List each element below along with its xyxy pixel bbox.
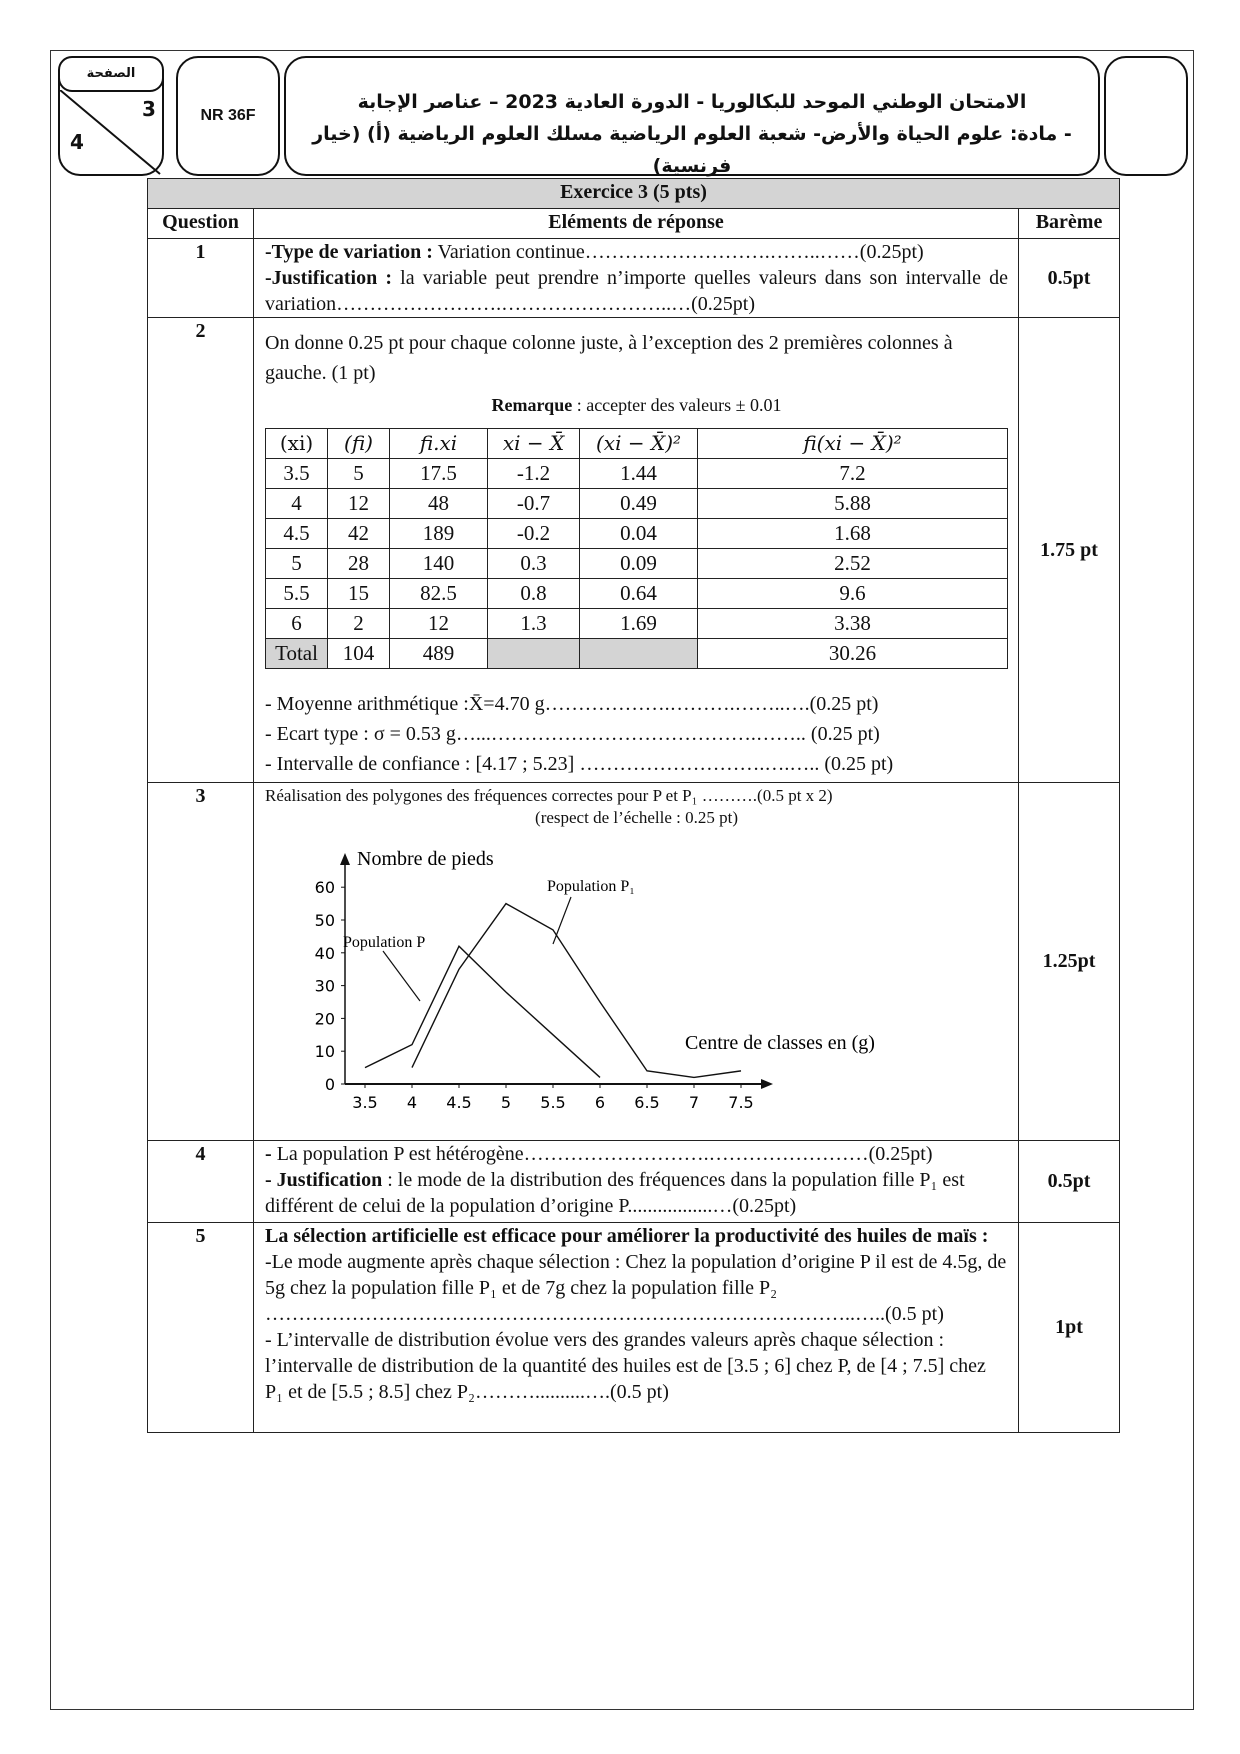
stats-cell: 7.2 xyxy=(698,459,1008,489)
stats-header-cell: (fi) xyxy=(328,429,390,459)
stats-cell: 0.8 xyxy=(488,579,580,609)
question-row-4 xyxy=(148,1141,1120,1223)
question-number: 1 xyxy=(148,239,254,318)
exam-title-box xyxy=(284,56,1100,176)
y-tick-label: 60 xyxy=(314,878,336,898)
col-elements: Eléments de réponse xyxy=(254,209,1019,239)
x-tick-label: 7.5 xyxy=(728,1093,754,1112)
y-tick-label: 40 xyxy=(314,943,336,963)
exam-title-line2: - مادة: علوم الحياة والأرض- شعبة العلوم الرياضية مسلك العلوم الرياضية (أ) (خيار فرنسية) xyxy=(312,123,1072,177)
stats-cell: 1.68 xyxy=(698,519,1008,549)
q4-line1: La population P est hétérogène……………………….……………………(0.25pt) xyxy=(271,1143,933,1165)
stats-table xyxy=(265,428,1008,669)
stats-cell: 0.3 xyxy=(488,549,580,579)
exam-code: NR 36F xyxy=(176,56,280,176)
q1-just-text: la variable peut prendre n’importe quelles valeurs dans son intervalle de variation…………………….……………………..…(0.25pt) xyxy=(265,267,1008,315)
stats-cell: 3.5 xyxy=(266,459,328,489)
question-number: 3 xyxy=(148,783,254,1141)
x-tick-label: 4 xyxy=(406,1093,418,1112)
stats-cell: 3.38 xyxy=(698,609,1008,639)
q5-para1: -Le mode augmente après chaque sélection : Chez la population d’origine P il est de 4.5g, de 5g chez la population fille P₁ et de 7g chez la population fille P₂ ……………………………………………………………………………..…..(0.5 pt) xyxy=(265,1251,1007,1325)
y-tick-label: 20 xyxy=(314,1009,336,1029)
q4-dash: - xyxy=(265,1143,272,1165)
population-p-leader xyxy=(383,951,420,1001)
stats-row xyxy=(266,579,1008,609)
x-tick-label: 7 xyxy=(688,1093,700,1112)
stats-total-row xyxy=(266,639,1008,669)
x-tick-label: 5.5 xyxy=(540,1093,566,1112)
blank-box xyxy=(1104,56,1188,176)
stats-cell: 6 xyxy=(266,609,328,639)
stats-cell: 0.09 xyxy=(580,549,698,579)
y-tick-label: 30 xyxy=(314,976,336,996)
stats-cell: 5 xyxy=(266,549,328,579)
stats-cell: 12 xyxy=(390,609,488,639)
q2-intro: On donne 0.25 pt pour chaque colonne juste, à l’exception des 2 premières colonnes à gauche. (1 pt) xyxy=(265,332,953,384)
stats-cell: 82.5 xyxy=(390,579,488,609)
q3-line2: (respect de l’échelle : 0.25 pt) xyxy=(535,808,738,827)
stats-header-cell: (xi) xyxy=(266,429,328,459)
stats-row xyxy=(266,489,1008,519)
exercise-title: Exercice 3 (5 pts) xyxy=(148,179,1120,209)
question-number: 5 xyxy=(148,1223,254,1433)
q1-type-label: -Type de variation : xyxy=(265,241,433,263)
q4-content xyxy=(254,1141,1019,1223)
population-p-line xyxy=(365,946,600,1077)
stats-cell: 5 xyxy=(328,459,390,489)
stats-cell: 5.88 xyxy=(698,489,1008,519)
q2-ecart: - Ecart type : σ = 0.53 g…...………………………………….…….. (0.25 pt) xyxy=(265,723,880,745)
x-tick-label: 4.5 xyxy=(446,1093,472,1112)
stats-row xyxy=(266,459,1008,489)
y-tick-label: 10 xyxy=(314,1042,336,1062)
stats-total-cell xyxy=(488,639,580,669)
stats-cell: -1.2 xyxy=(488,459,580,489)
stats-cell: 5.5 xyxy=(266,579,328,609)
stats-cell: 17.5 xyxy=(390,459,488,489)
stats-cell: 2 xyxy=(328,609,390,639)
col-bareme: Barème xyxy=(1019,209,1120,239)
page-label: الصفحة xyxy=(58,56,164,92)
stats-cell: 4 xyxy=(266,489,328,519)
stats-header-cell: (xi − X̄)² xyxy=(580,429,698,459)
col-question: Question xyxy=(148,209,254,239)
q2-remarque-label: Remarque xyxy=(491,395,573,415)
stats-total-cell: Total xyxy=(266,639,328,669)
stats-cell: 42 xyxy=(328,519,390,549)
y-axis-label: Nombre de pieds xyxy=(357,848,494,870)
stats-cell: 0.64 xyxy=(580,579,698,609)
stats-total-cell: 30.26 xyxy=(698,639,1008,669)
question-row-3 xyxy=(148,783,1120,1141)
stats-cell: 0.49 xyxy=(580,489,698,519)
q2-content xyxy=(254,318,1019,783)
stats-row xyxy=(266,549,1008,579)
q5-para2: - L’intervalle de distribution évolue vers des grandes valeurs après chaque sélection : l’intervalle de distribution de la quantité des huiles est de [3.5 ; 6] chez P, de [4 ; 7.5] chez P₁ et de [5.5 ; 8.5] chez P₂………..........….(0.5 pt) xyxy=(265,1329,986,1403)
stats-cell: 140 xyxy=(390,549,488,579)
q1-bareme: 0.5pt xyxy=(1019,239,1120,318)
q3-line1: Réalisation des polygones des fréquences correctes pour P et P₁ ……….(0.5 pt x 2) xyxy=(265,786,833,805)
question-row-2 xyxy=(148,318,1120,783)
page-total: 4 xyxy=(70,130,84,154)
q5-content xyxy=(254,1223,1019,1433)
x-tick-label: 6.5 xyxy=(634,1093,660,1112)
stats-total-cell: 489 xyxy=(390,639,488,669)
q2-intervalle: - Intervalle de confiance : [4.17 ; 5.23] ……………………….….….. (0.25 pt) xyxy=(265,753,894,775)
stats-cell: 189 xyxy=(390,519,488,549)
q4-just-text: : le mode de la distribution des fréquences dans la population fille P₁ est différent de celui de la population d’origine P.................…(0.25pt) xyxy=(265,1169,965,1217)
stats-cell: 1.3 xyxy=(488,609,580,639)
page-current: 3 xyxy=(142,97,156,121)
q1-type-text: Variation continue……………………….……..……(0.25pt) xyxy=(432,241,924,263)
stats-cell: 48 xyxy=(390,489,488,519)
stats-total-cell xyxy=(580,639,698,669)
exam-title-line1: الامتحان الوطني الموحد للبكالوريا - الدورة العادية 2023 – عناصر الإجابة xyxy=(357,91,1027,113)
stats-cell: 0.04 xyxy=(580,519,698,549)
q1-content xyxy=(254,239,1019,318)
q5-bareme: 1pt xyxy=(1019,1223,1120,1433)
question-number: 4 xyxy=(148,1141,254,1223)
stats-cell: 1.69 xyxy=(580,609,698,639)
q2-remarque-text: : accepter des valeurs ± 0.01 xyxy=(572,395,782,415)
q2-bareme: 1.75 pt xyxy=(1019,318,1120,783)
population-p-label: Population P xyxy=(343,934,426,951)
q3-bareme: 1.25pt xyxy=(1019,783,1120,1141)
stats-cell: -0.7 xyxy=(488,489,580,519)
q5-title: La sélection artificielle est efficace pour améliorer la productivité des huiles de maïs : xyxy=(265,1225,989,1247)
stats-cell: 4.5 xyxy=(266,519,328,549)
stats-cell: 9.6 xyxy=(698,579,1008,609)
x-axis-arrow xyxy=(761,1079,773,1089)
frequency-polygon-chart xyxy=(265,829,885,1129)
question-row-5 xyxy=(148,1223,1120,1433)
answer-table xyxy=(147,178,1120,1433)
q4-bareme: 0.5pt xyxy=(1019,1141,1120,1223)
stats-header-cell: xi − X̄ xyxy=(488,429,580,459)
stats-cell: 28 xyxy=(328,549,390,579)
stats-header-cell: fi(xi − X̄)² xyxy=(698,429,1008,459)
q2-moyenne: - Moyenne arithmétique :X̄=4.70 g……………….……….……..….(0.25 pt) xyxy=(265,693,879,715)
q3-content xyxy=(254,783,1019,1141)
x-tick-label: 5 xyxy=(500,1093,512,1112)
y-axis-arrow xyxy=(340,853,350,865)
y-tick-label: 50 xyxy=(314,911,336,930)
q1-just-label: -Justification : xyxy=(265,267,393,289)
stats-total-cell: 104 xyxy=(328,639,390,669)
x-axis-label: Centre de classes en (g) xyxy=(685,1032,875,1054)
stats-row xyxy=(266,519,1008,549)
question-row-1 xyxy=(148,239,1120,318)
population-p1-leader xyxy=(553,897,571,944)
question-number: 2 xyxy=(148,318,254,783)
y-tick-label: 0 xyxy=(324,1075,336,1094)
stats-cell: -0.2 xyxy=(488,519,580,549)
stats-cell: 15 xyxy=(328,579,390,609)
x-tick-label: 6 xyxy=(594,1093,606,1112)
stats-cell: 12 xyxy=(328,489,390,519)
x-tick-label: 3.5 xyxy=(352,1093,378,1112)
stats-cell: 2.52 xyxy=(698,549,1008,579)
stats-cell: 1.44 xyxy=(580,459,698,489)
stats-header-cell: fi.xi xyxy=(390,429,488,459)
q4-just-label: - Justification xyxy=(265,1169,383,1191)
stats-row xyxy=(266,609,1008,639)
population-p1-label: Population P₁ xyxy=(547,878,635,895)
